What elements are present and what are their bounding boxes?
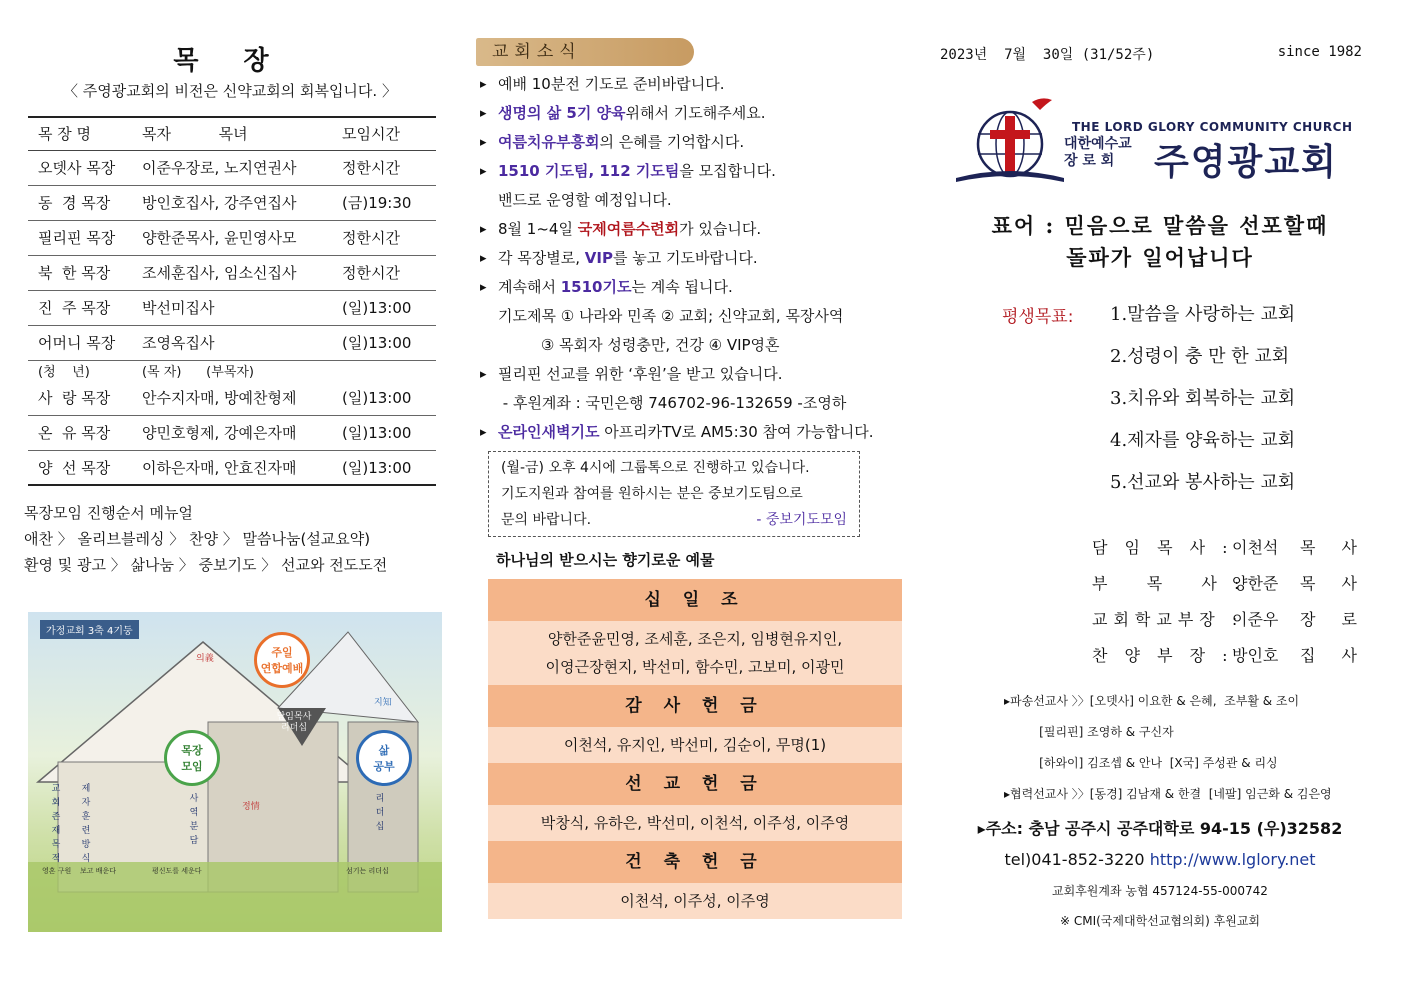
goal-item: 2.성령이 충 만 한 교회: [1110, 346, 1290, 367]
mokjang-time: 정한시간: [342, 220, 436, 255]
table-row: [28, 255, 436, 290]
table-row: [28, 185, 436, 220]
pillar-discipleship: 제자훈련방식: [81, 784, 91, 864]
pillar-ministry: 사역분담: [189, 794, 199, 846]
mokjang-leaders: 안수지자매, 방예찬형제: [142, 380, 342, 415]
mokjang-table: [28, 116, 436, 486]
missionary-line: [필리핀] 조영하 & 구신자: [940, 725, 1174, 739]
news-post: 는 계속 됩니다.: [631, 278, 733, 296]
since-year: since 1982: [1277, 44, 1362, 60]
news-pre: 각 목장별로,: [498, 249, 585, 267]
label-emotion: 정情: [242, 802, 260, 812]
offering-names: [488, 727, 902, 763]
offering-list: [488, 579, 902, 919]
box-line: 문의 바랍니다. - 중보기도모임: [501, 507, 847, 533]
offering-title: 하나님의 받으시는 향기로운 예물: [496, 551, 715, 569]
news-hl: 1510 기도팀, 112 기도팀: [498, 162, 680, 180]
news-item: [476, 360, 906, 389]
church-logo: [940, 94, 1380, 190]
offering-names: [488, 621, 902, 685]
news-pre: ③ 목회자 성령충만, 건강 ④ VIP영혼: [498, 336, 780, 354]
staff-list: [940, 530, 1383, 674]
motto-line2: 돌파가 일어납니다: [1066, 245, 1254, 270]
goal-item: 3.치유와 회복하는 교회: [1110, 388, 1296, 409]
table-row: [28, 290, 436, 325]
goal-item: 1.말씀을 사랑하는 교회: [1110, 304, 1296, 325]
pillar-leadership: 리더십: [375, 794, 385, 832]
header-leaders: 목자 목녀: [142, 117, 342, 150]
mokjang-name: 북 한 목장: [28, 255, 142, 290]
menu-line: 환영 및 광고 〉 삶나눔 〉 중보기도 〉 선교와 전도도전: [24, 556, 388, 574]
table-row: [28, 150, 436, 185]
offering-head: 선 교 헌 금: [488, 763, 902, 805]
header-time: 모임시간: [342, 117, 436, 150]
news-hl: 1510기도: [560, 278, 632, 296]
table-row: [28, 450, 436, 485]
staff-name: 양한준: [1232, 574, 1279, 593]
foot-learn: 보고 배운다: [80, 867, 117, 875]
mokjang-time: (일)13:00: [342, 325, 436, 360]
offering-head: 감 사 헌 금: [488, 685, 902, 727]
mokjang-leaders: 이하은자매, 안효진자매: [142, 450, 342, 485]
staff-row: [940, 530, 1383, 566]
news-item: [476, 331, 906, 360]
news-post: 위해서 기도해주세요.: [625, 104, 766, 122]
label-knowledge: 지知: [374, 698, 392, 708]
news-pre: 예배 10분전 기도로 준비바랍니다.: [498, 75, 725, 93]
pillar-purpose: 교회존재목적: [51, 784, 61, 864]
news-post: 의 은혜를 기억합시다.: [599, 133, 745, 151]
mokjang-name: 동 경 목장: [28, 185, 142, 220]
staff-role: 부 목 사 :: [1092, 574, 1246, 593]
goals-label: 평생목표:: [1002, 307, 1074, 327]
mokjang-name: 온 유 목장: [28, 415, 142, 450]
website-link[interactable]: http://www.lglory.net: [1149, 850, 1316, 869]
news-pre: 8월 1~4일: [498, 220, 578, 238]
youth-header: (목 자) (부목자): [142, 364, 255, 380]
news-item: [476, 128, 906, 157]
menu-line: 목장모임 진행순서 메뉴얼: [24, 504, 193, 522]
offering-names: [488, 805, 902, 841]
news-post: 아프리카TV로 AM5:30 참여 가능합니다.: [599, 423, 874, 441]
denomination-line1: 대한예수교: [1064, 136, 1132, 152]
mokjang-leaders: 방인호집사, 강주연집사: [142, 185, 342, 220]
header-name: 목 장 명: [28, 117, 142, 150]
news-post: 을 모집합니다.: [679, 162, 776, 180]
news-item: [476, 70, 906, 99]
table-row: [28, 380, 436, 415]
mokjang-name: 사 랑 목장: [28, 380, 142, 415]
news-pre: 밴드로 운영할 예정입니다.: [498, 191, 672, 209]
missionary-line: ▸협력선교사 〉〉[동경] 김남재 & 한결 [네팔] 임근화 & 김은영: [1004, 787, 1332, 801]
bank-account: 교회후원계좌 농협 457124-55-000742: [1052, 884, 1268, 898]
mokjang-leaders: 양한준목사, 윤민영사모: [142, 220, 342, 255]
news-pre: - 후원계좌 : 국민은행 746702-96-132659 -조영하: [498, 394, 847, 412]
goal-item: 4.제자를 양육하는 교회: [1110, 430, 1296, 451]
contact-row: [940, 844, 1380, 876]
mokjang-time: (금)19:30: [342, 185, 436, 220]
table-header-row: [28, 117, 436, 150]
staff-row: [940, 638, 1383, 674]
offering-line: 양한준윤민영, 조세훈, 조은지, 임병현유지인,: [547, 630, 843, 648]
cmi-note: ※ CMI(국제대학선교협의회) 후원교회: [1059, 914, 1260, 928]
mokjang-leaders: 조세훈집사, 임소신집사: [142, 255, 342, 290]
youth-header-row: [28, 360, 436, 380]
staff-row: [940, 566, 1383, 602]
menu-line: 애찬 〉 올리브블레싱 〉 찬양 〉 말씀나눔(설교요약): [24, 530, 371, 548]
staff-role: 교회학교부장 :: [1092, 610, 1244, 629]
staff-name: 이천석: [1232, 538, 1279, 557]
phone-number: tel)041-852-3220: [1004, 850, 1145, 869]
news-item: [476, 273, 906, 302]
news-list: [476, 70, 906, 447]
house-church-illustration: [28, 612, 442, 932]
staff-name: 방인호: [1232, 646, 1279, 665]
circle-mokjang: 목장 모임: [164, 730, 220, 786]
mokjang-name: 진 주 목장: [28, 290, 142, 325]
news-item: [476, 418, 906, 447]
table-row: [28, 325, 436, 360]
denomination: [1064, 136, 1132, 170]
circle-sunday-worship: 주일 연합예배: [254, 632, 310, 688]
roof-label: 담임목사 리더십: [276, 712, 312, 733]
church-name: 주영광교회: [1154, 142, 1338, 183]
mokjang-leaders: 이준우장로, 노지연권사: [142, 150, 342, 185]
staff-row: [940, 602, 1383, 638]
goal-item: 5.선교와 봉사하는 교회: [1110, 472, 1296, 493]
box-line: 기도지원과 참여를 원하시는 분은 중보기도팀으로: [501, 486, 803, 502]
circle-life-study: 삶 공부: [356, 730, 412, 786]
news-pre: 기도제목 ① 나라와 민족 ② 교회; 신약교회, 목장사역: [498, 307, 844, 325]
news-tab: 교회소식: [476, 38, 694, 66]
mokjang-leaders: 양민호형제, 강예은자매: [142, 415, 342, 450]
staff-title: 집사: [1300, 646, 1383, 665]
intercession-box: [488, 451, 860, 537]
news-item: [476, 244, 906, 273]
news-hl: 여름치유부흥회: [498, 133, 600, 151]
mokjang-leaders: 박선미집사: [142, 290, 342, 325]
staff-name: 이준우: [1232, 610, 1279, 629]
mokjang-time: (일)13:00: [342, 290, 436, 325]
motto-line1: 표어 : 믿음으로 말씀을 선포할때: [991, 213, 1329, 238]
table-row: [28, 220, 436, 255]
staff-title: 목사: [1300, 538, 1383, 557]
box-signature: - 중보기도모임: [756, 512, 847, 528]
offering-line: 박창식, 유하은, 박선미, 이천석, 이주성, 이주영: [540, 814, 850, 832]
mokjang-time: (일)13:00: [342, 415, 436, 450]
news-item: [476, 389, 906, 418]
news-hl: 생명의 삶 5기 양육: [498, 104, 626, 122]
news-column: [476, 0, 906, 992]
mokjang-column: [24, 0, 436, 992]
news-item: [476, 186, 906, 215]
globe-cross-icon: [950, 94, 1070, 190]
box-line: (월-금) 오후 4시에 그룹톡으로 진행하고 있습니다.: [501, 460, 810, 476]
church-name-english: THE LORD GLORY COMMUNITY CHURCH: [1072, 120, 1353, 134]
news-item: [476, 157, 906, 186]
offering-head: 건 축 헌 금: [488, 841, 902, 883]
foot-servant: 섬기는 리더십: [346, 867, 389, 875]
mokjang-time: 정한시간: [342, 255, 436, 290]
missionary-line: ▸파송선교사 〉〉[오뎃사] 이요한 & 은혜, 조부활 & 조이: [1004, 694, 1300, 708]
news-post: 를 놓고 기도바랍니다.: [612, 249, 758, 267]
mokjang-time: (일)13:00: [342, 450, 436, 485]
bulletin-date: 2023년 7월 30일 (31/52주): [940, 47, 1155, 63]
news-item: [476, 215, 906, 244]
mokjang-name: 오뎃사 목장: [28, 150, 142, 185]
mokjang-name: 필리핀 목장: [28, 220, 142, 255]
mokjang-name: 어머니 목장: [28, 325, 142, 360]
staff-title: 장로: [1300, 610, 1383, 629]
staff-title: 목사: [1300, 574, 1383, 593]
staff-role: 담 임 목 사 :: [1092, 538, 1234, 557]
news-hl: VIP: [584, 249, 613, 267]
mokjang-name: 양 선 목장: [28, 450, 142, 485]
table-row: [28, 415, 436, 450]
label-righteousness: 의義: [196, 654, 214, 664]
church-address: ▸주소: 충남 공주시 공주대학로 94-15 (우)32582: [977, 819, 1343, 838]
church-info-column: [940, 0, 1383, 992]
vision-statement: 〈 주영광교회의 비전은 신약교회의 회복입니다. 〉: [63, 82, 397, 100]
news-post: 가 있습니다.: [679, 220, 762, 238]
news-hl: 온라인새벽기도: [498, 423, 600, 441]
news-item: [476, 302, 906, 331]
mokjang-leaders: 조영옥집사: [142, 325, 342, 360]
date-row: [940, 44, 1380, 64]
youth-header: (청 년): [38, 364, 90, 380]
missionary-line: [하와이] 김조셉 & 안나 [X국] 주성관 & 리싱: [940, 756, 1278, 770]
offering-line: 이천석, 이주성, 이주영: [620, 892, 770, 910]
missionaries: [940, 686, 1380, 810]
mokjang-title: 목 장: [173, 46, 287, 76]
staff-role: 찬 양 부 장 :: [1092, 646, 1234, 665]
news-hl: 국제여름수련회: [577, 220, 680, 238]
motto: [940, 210, 1380, 274]
offering-line: 이천석, 유지인, 박선미, 김순이, 무명(1): [563, 736, 827, 754]
denomination-line2: 장 로 회: [1064, 153, 1115, 169]
foot-laity: 평신도를 세운다: [152, 867, 202, 875]
news-item: [476, 99, 906, 128]
foot-soul: 영혼 구원: [42, 867, 72, 875]
mokjang-time: (일)13:00: [342, 380, 436, 415]
illustration-tag: 가정교회 3축 4기둥: [40, 620, 139, 639]
offering-line: 이영근장현지, 박선미, 함수민, 고보미, 이광민: [545, 658, 845, 676]
news-pre: 계속해서: [498, 278, 561, 296]
offering-names: [488, 883, 902, 919]
mokjang-menu: [24, 500, 436, 578]
offering-head: 십 일 조: [488, 579, 902, 621]
lifetime-goals: [940, 300, 1380, 510]
news-pre: 필리핀 선교를 위한 ‘후원’을 받고 있습니다.: [498, 365, 783, 383]
mokjang-time: 정한시간: [342, 150, 436, 185]
